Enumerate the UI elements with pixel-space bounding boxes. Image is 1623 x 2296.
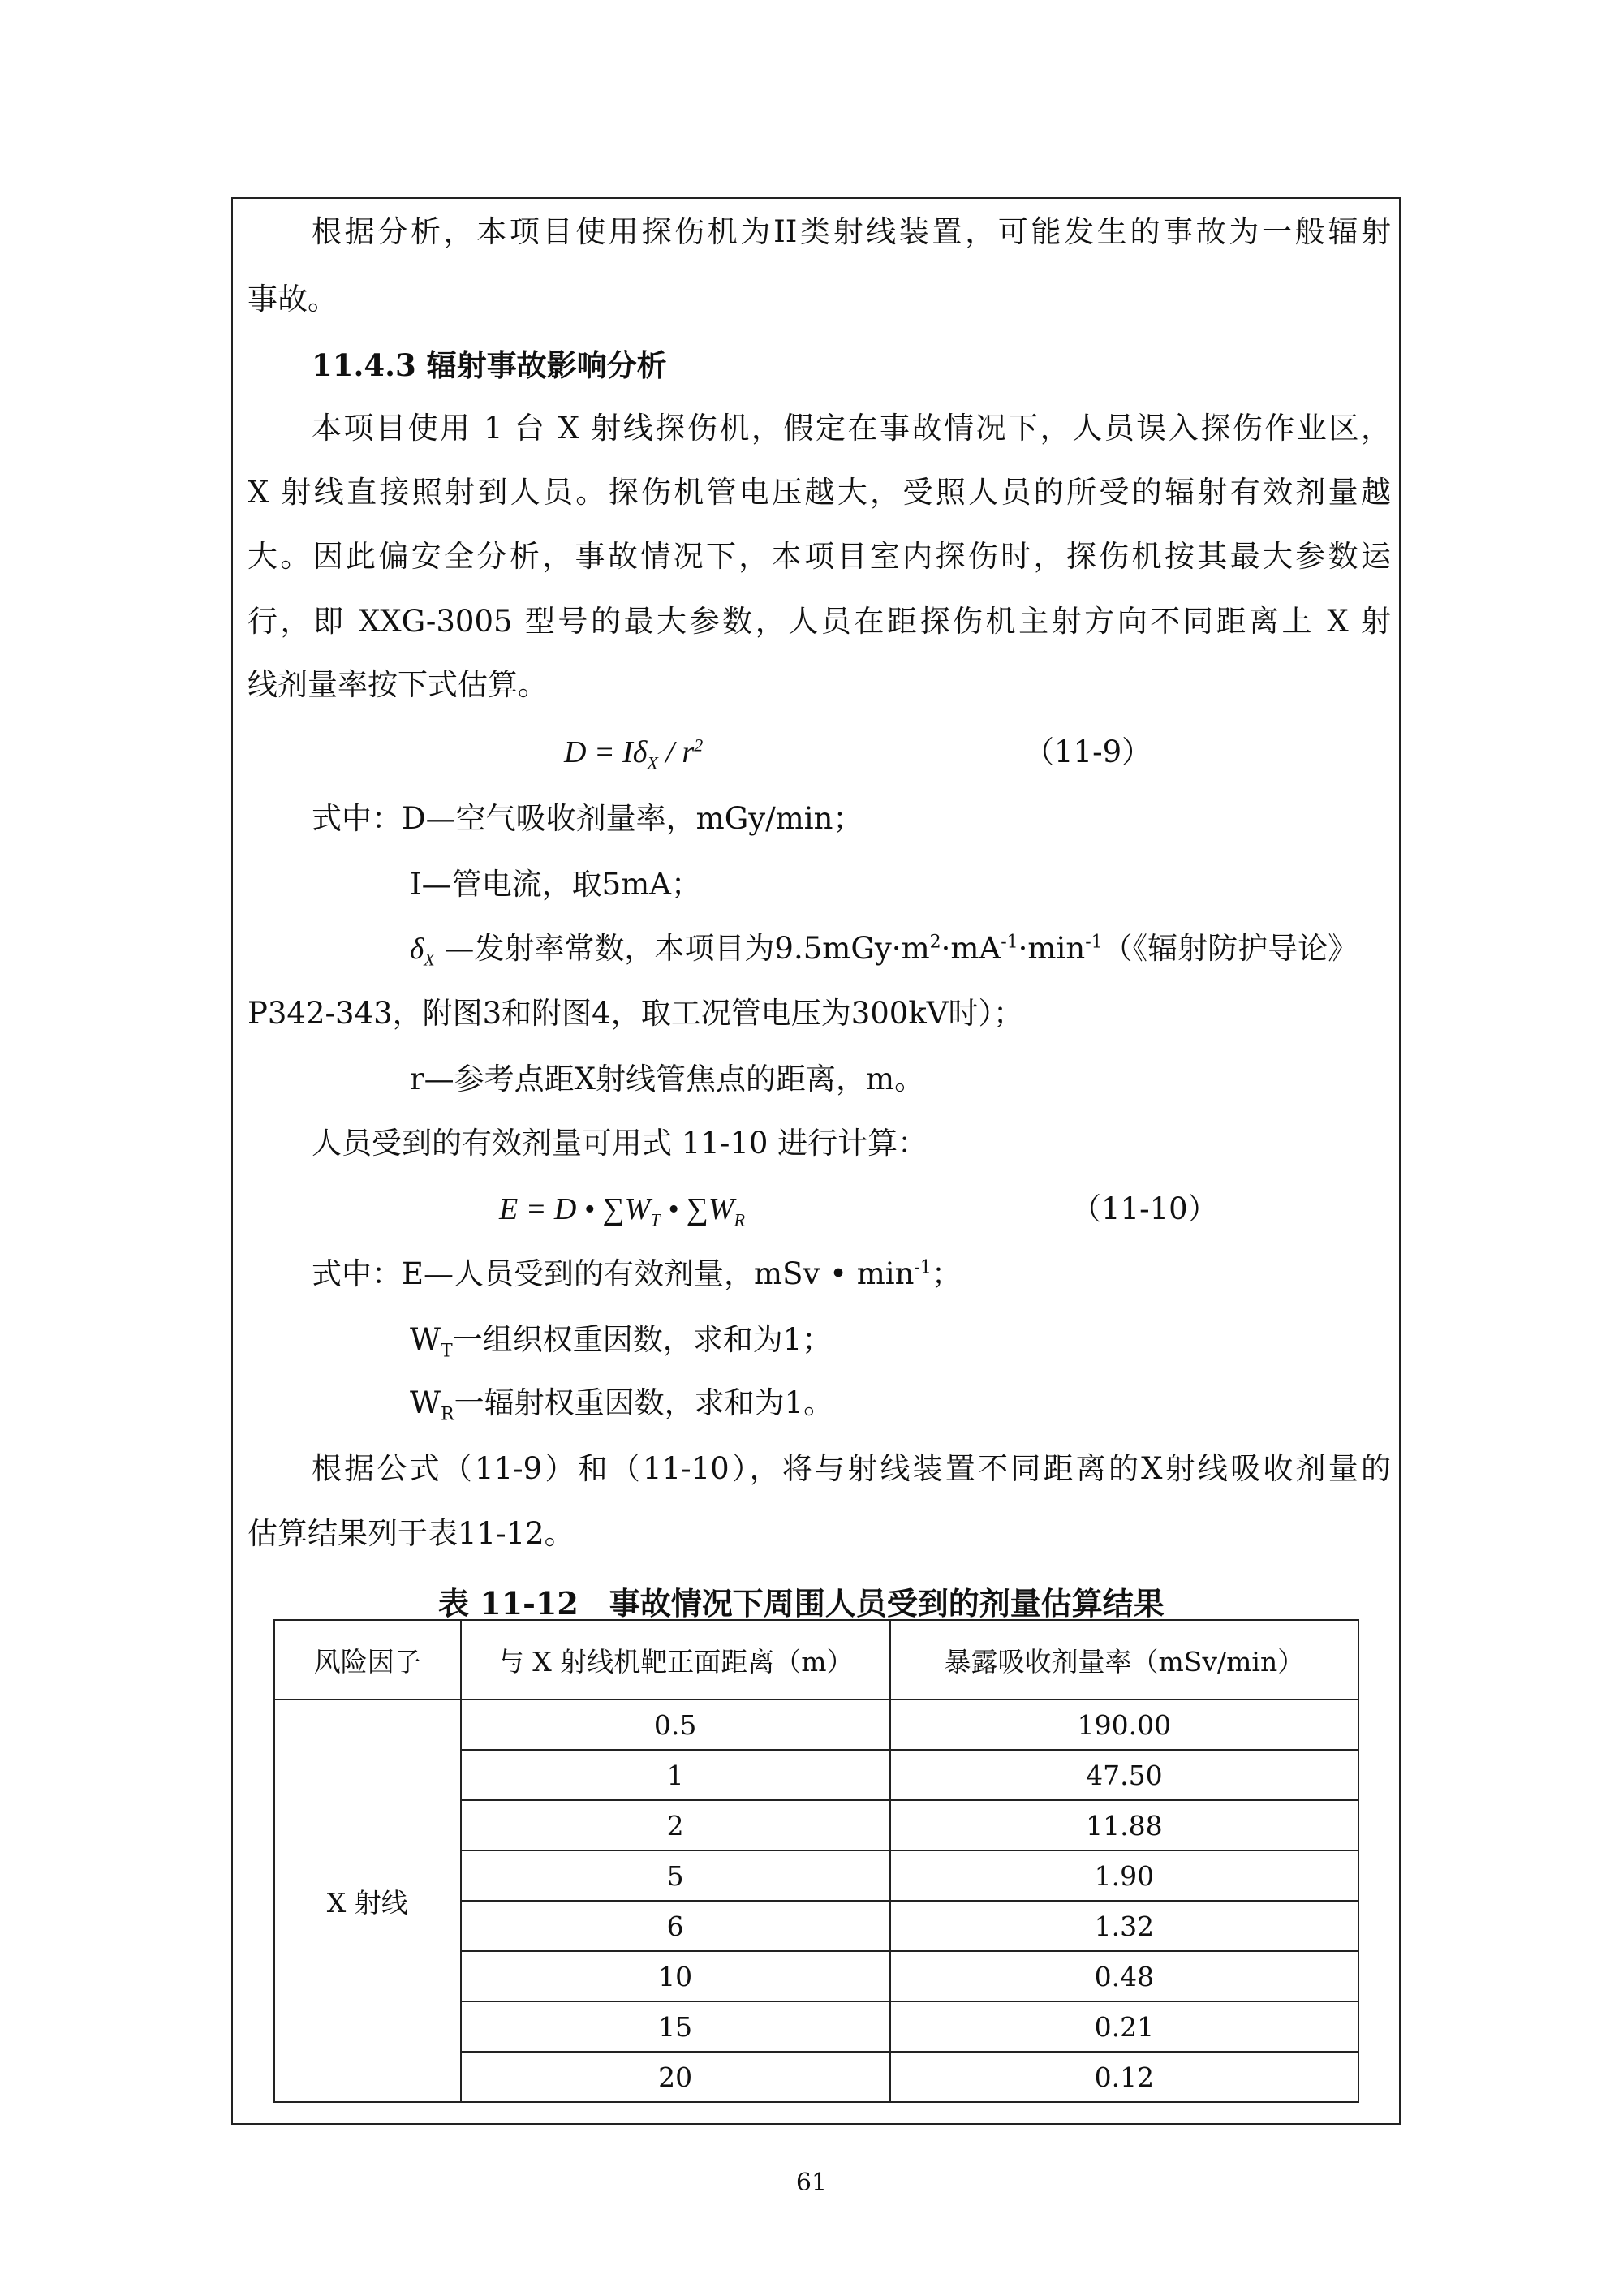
- distance-cell: 6: [461, 1901, 890, 1951]
- paragraph-line: 根据分析，本项目使用探伤机为II类射线装置，可能发生的事故为一般辐射: [312, 214, 1391, 249]
- header-dose-rate: 暴露吸收剂量率（mSv/min）: [890, 1620, 1358, 1699]
- distance-cell: 0.5: [461, 1699, 890, 1750]
- definition-line: $W_T$一组织权重因数，求和为1；: [410, 1322, 833, 1362]
- definition-line: 式中：E—人员受到的有效剂量，mSv • $\min^{-1}$；: [312, 1256, 962, 1291]
- definition-line: $W_R$一辐射权重因数，求和为1。: [410, 1385, 834, 1425]
- definition-line: $\delta_X$ —发射率常数，本项目为$9.5mGy\cdot m^2\cdot mA^{-1}\cdot\min^{-1}$（《辐射防护导论》: [410, 931, 1358, 970]
- dose-table: [273, 1619, 1359, 2103]
- table-caption: 表 11-12 事故情况下周围人员受到的剂量估算结果: [438, 1585, 1165, 1622]
- definition-line: I—管电流，取5mA；: [410, 867, 701, 902]
- paragraph-line: 本项目使用 1 台 X 射线探伤机，假定在事故情况下，人员误入探伤作业区，: [312, 411, 1391, 446]
- equation-11-9: $D = I\delta_X / r^2$: [564, 734, 704, 773]
- paragraph-line: 根据公式（11-9）和（11-10），将与射线装置不同距离的X射线吸收剂量的: [312, 1451, 1391, 1486]
- dose-rate-cell: 190.00: [890, 1699, 1358, 1750]
- paragraph-line: 行，即 XXG-3005 型号的最大参数，人员在距探伤机主射方向不同距离上 X 射: [248, 604, 1391, 639]
- dose-rate-cell: 1.90: [890, 1850, 1358, 1901]
- paragraph-line: 大。因此偏安全分析，事故情况下，本项目室内探伤时，探伤机按其最大参数运: [248, 539, 1391, 574]
- table-row: [274, 1699, 1358, 1750]
- paragraph-line: 人员受到的有效剂量可用式 11-10 进行计算：: [312, 1126, 928, 1161]
- distance-cell: 1: [461, 1750, 890, 1800]
- definition-line: r—参考点距X射线管焦点的距离，m。: [410, 1062, 925, 1096]
- dose-rate-cell: 1.32: [890, 1901, 1358, 1951]
- distance-cell: 10: [461, 1951, 890, 2001]
- dose-rate-cell: 47.50: [890, 1750, 1358, 1800]
- distance-cell: 2: [461, 1800, 890, 1850]
- definition-line: P342-343，附图3和附图4，取工况管电压为300kV时）；: [248, 996, 1023, 1031]
- paragraph-line: 事故。: [248, 282, 338, 317]
- factor-cell: X 射线: [274, 1699, 461, 2102]
- table-header-row: [274, 1620, 1358, 1699]
- paragraph-line: X 射线直接照射到人员。探伤机管电压越大，受照人员的所受的辐射有效剂量越: [248, 475, 1391, 510]
- distance-cell: 15: [461, 2001, 890, 2052]
- dose-rate-cell: 0.48: [890, 1951, 1358, 2001]
- paragraph-line: 线剂量率按下式估算。: [248, 667, 548, 702]
- equation-11-10: E = D • $\sum W_T$ • $\sum W_R$: [499, 1192, 746, 1230]
- equation-number: （11-9）: [1024, 734, 1152, 769]
- definition-line: 式中：D—空气吸收剂量率，mGy/min；: [312, 801, 863, 836]
- distance-cell: 5: [461, 1850, 890, 1901]
- distance-cell: 20: [461, 2052, 890, 2102]
- section-heading: 11.4.3 辐射事故影响分析: [312, 347, 667, 383]
- paragraph-line: 估算结果列于表11-12。: [248, 1516, 575, 1551]
- dose-rate-cell: 0.12: [890, 2052, 1358, 2102]
- dose-rate-cell: 0.21: [890, 2001, 1358, 2052]
- header-distance: 与 X 射线机靶正面距离（m）: [461, 1620, 890, 1699]
- dose-rate-cell: 11.88: [890, 1800, 1358, 1850]
- header-factor: 风险因子: [274, 1620, 461, 1699]
- page-number: 61: [795, 2169, 828, 2197]
- equation-number: （11-10）: [1071, 1191, 1218, 1226]
